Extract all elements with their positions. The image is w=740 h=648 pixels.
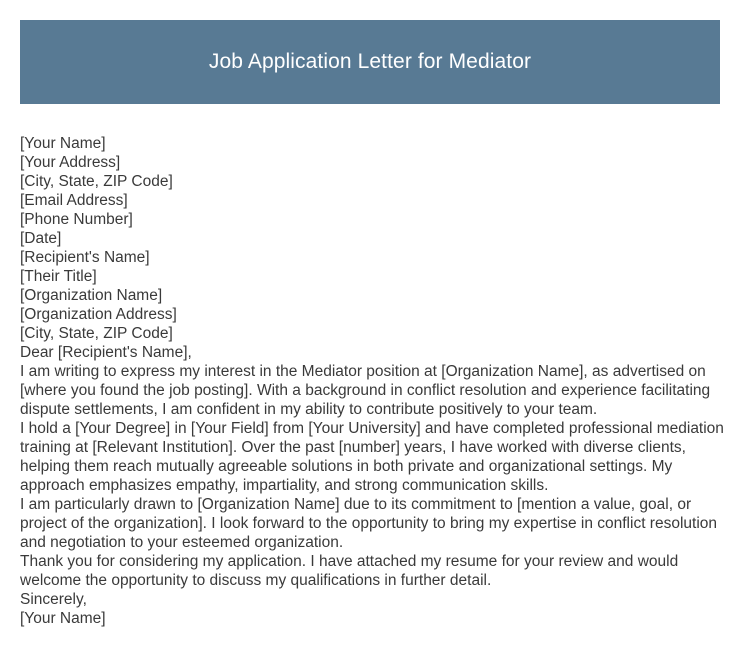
body-paragraph-qualifications: I hold a [Your Degree] in [Your Field] from [Your University] and have completed professional mediation training at [Relevant Institution]. Over the past [number] years, I have worked with diverse clients, helping them reach mutually agreeable solutions in both private and organizational settings. My approach emphasizes empathy, impartiality, and strong communication skills. — [20, 420, 724, 494]
closing: Sincerely, — [20, 591, 87, 608]
page-title: Job Application Letter for Mediator — [208, 50, 532, 73]
salutation: Dear [Recipient's Name], — [20, 344, 192, 361]
organization-address: [Organization Address] — [20, 306, 177, 323]
organization-name: [Organization Name] — [20, 287, 163, 304]
recipient-city-state-zip: [City, State, ZIP Code] — [20, 325, 173, 342]
body-paragraph-motivation: I am particularly drawn to [Organization Name] due to its commitment to [mention a value, goal, or project of the organization]. I look forward to the opportunity to bring my expertise in conflict resolution and negotiation to your esteemed organization. — [20, 496, 718, 551]
sender-email: [Email Address] — [20, 192, 128, 209]
recipient-title: [Their Title] — [20, 268, 97, 285]
sender-city-state-zip: [City, State, ZIP Code] — [20, 173, 173, 190]
letter-body — [20, 134, 725, 628]
title-banner — [20, 20, 720, 104]
recipient-name: [Recipient's Name] — [20, 249, 150, 266]
letter-date: [Date] — [20, 230, 62, 247]
signature: [Your Name] — [20, 610, 106, 627]
sender-name: [Your Name] — [20, 135, 106, 152]
body-paragraph-thanks: Thank you for considering my application. I have attached my resume for your review and would welcome the opportunity to discuss my qualifications in further detail. — [20, 553, 679, 589]
sender-phone: [Phone Number] — [20, 211, 133, 228]
body-paragraph-intro: I am writing to express my interest in the Mediator position at [Organization Name], as advertised on [where you found the job posting]. With a background in conflict resolution and experience facilitating dispute settlements, I am confident in my ability to contribute positively to your team. — [20, 363, 711, 418]
sender-address: [Your Address] — [20, 154, 121, 171]
